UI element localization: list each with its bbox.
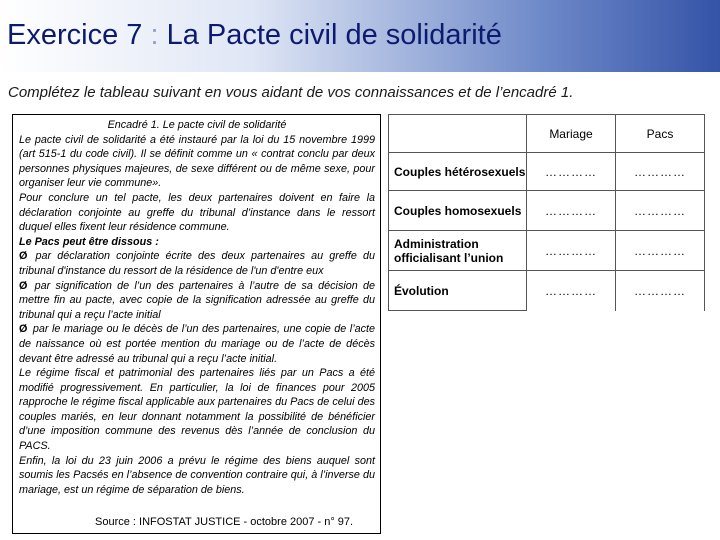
row-label: Couples homosexuels <box>389 191 527 231</box>
bullet-3-text: par le mariage ou le décès de l’un des partenaires, une copie de l’acte de naissance où est portée mention du mariage ou de l’acte de décès devant être adressé au tribunal qui a reçu l’acte initial. <box>19 323 376 365</box>
table-row <box>389 191 705 231</box>
encadre-box <box>12 114 381 534</box>
answer-blank: ………… <box>545 283 597 298</box>
slide-title <box>7 19 502 52</box>
encadre-paragraph-4: Le régime fiscal et patrimonial des partenaires liés par un Pacs a été modifié progressivement. En particulier, la loi de finances pour 2005 rapproche le régime fiscal applicable aux partenaires du Pacs de celui des couples mariés, en leur donnant notamment la possibilité de bénéficier d’une imposition commune des revenus dès l’année de conclusion du PACS. <box>19 367 375 453</box>
answer-blank: ………… <box>634 203 686 218</box>
answer-blank: ………… <box>634 243 686 258</box>
instruction-text: Complétez le tableau suivant en vous aidant de vos connaissances et de l’encadré 1. <box>8 84 574 101</box>
encadre-title: Encadré 1. Le pacte civil de solidarité <box>107 119 287 131</box>
encadre-bullet-1 <box>19 249 375 278</box>
col-header-pacs: Pacs <box>616 115 705 153</box>
answer-blank: ………… <box>634 164 686 179</box>
encadre-text <box>19 118 375 497</box>
answer-cell[interactable] <box>616 191 705 231</box>
answer-cell[interactable] <box>616 153 705 191</box>
answer-blank: ………… <box>545 164 597 179</box>
bullet-1-text: par déclaration conjointe écrite des deux partenaires au greffe du tribunal d'instance du ressort de la résidence de l'un d'entre eux <box>19 250 375 277</box>
arrow-bullet-icon: Ø <box>19 323 28 336</box>
answer-blank: ………… <box>545 203 597 218</box>
encadre-bullet-3 <box>19 322 375 366</box>
row-label: Évolution <box>389 271 527 311</box>
table-header-row <box>389 115 705 153</box>
encadre-paragraph-1: Le pacte civil de solidarité a été instauré par la loi du 15 novembre 1999 (art 515-1 du code civil). Il se définit comme un « contrat conclu par deux personnes physiques majeures, de sexe différent ou de même sexe, pour organiser leur vie commune». <box>19 133 375 190</box>
title-main: Exercice 7 <box>7 19 143 51</box>
answer-cell[interactable] <box>616 271 705 311</box>
bullet-2-text: par signification de l’un des partenaires à l’autre de sa décision de mettre fin au pacte, avec copie de la signification adressée au greffe du tribunal qui a reçu l’acte initial <box>19 279 375 321</box>
encadre-bullet-2 <box>19 279 375 323</box>
table-row <box>389 271 705 311</box>
encadre-source: Source : INFOSTAT JUSTICE - octobre 2007 - n° 97. <box>95 516 354 528</box>
answer-cell[interactable] <box>616 231 705 271</box>
answer-cell[interactable] <box>527 231 616 271</box>
comparison-table <box>388 114 705 311</box>
arrow-bullet-icon: Ø <box>19 279 28 292</box>
answer-cell[interactable] <box>527 271 616 311</box>
encadre-dissolution-heading: Le Pacs peut être dissous : <box>19 235 159 248</box>
table-row <box>389 153 705 191</box>
table-corner-cell <box>389 115 527 153</box>
title-colon: : <box>142 19 167 51</box>
answer-cell[interactable] <box>527 153 616 191</box>
encadre-paragraph-5: Enfin, la loi du 23 juin 2006 a prévu le régime des biens auquel sont soumis les Pacsés en l’absence de convention contraire qui, à l’inverse du mariage, est un régime de séparation de biens. <box>19 454 375 496</box>
row-label: Administration officialisant l’union <box>389 231 527 271</box>
col-header-mariage: Mariage <box>527 115 616 153</box>
answer-blank: ………… <box>545 243 597 258</box>
answer-cell[interactable] <box>527 191 616 231</box>
answer-blank: ………… <box>634 283 686 298</box>
table-row <box>389 231 705 271</box>
encadre-paragraph-2: Pour conclure un tel pacte, les deux partenaires doivent en faire la déclaration conjointe au greffe du tribunal d’instance dans le ressort duquel elles fixent leur résidence commune. <box>19 191 375 234</box>
arrow-bullet-icon: Ø <box>19 250 28 263</box>
row-label: Couples hétérosexuels <box>389 153 527 191</box>
title-rest: La Pacte civil de solidarité <box>166 19 502 51</box>
